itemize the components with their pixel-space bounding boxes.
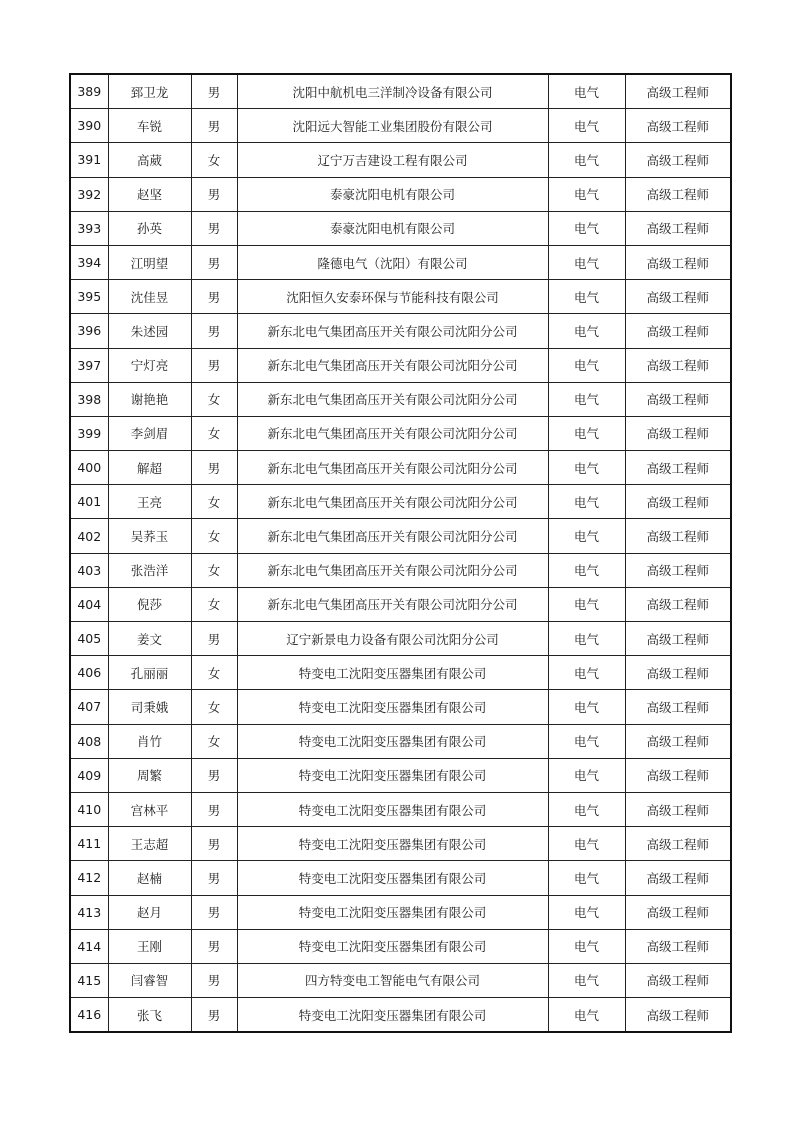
person-name-cell: 车锐 xyxy=(108,109,191,143)
row-number-cell: 414 xyxy=(70,929,108,963)
gender-cell: 男 xyxy=(191,211,237,245)
person-name-cell: 吴荞玉 xyxy=(108,519,191,553)
company-name-cell: 新东北电气集团高压开关有限公司沈阳分公司 xyxy=(237,382,548,416)
person-name-cell: 沈佳昱 xyxy=(108,280,191,314)
gender-cell: 男 xyxy=(191,622,237,656)
specialty-cell: 电气 xyxy=(548,109,625,143)
qualification-title-cell: 高级工程师 xyxy=(625,177,731,211)
specialty-cell: 电气 xyxy=(548,280,625,314)
company-name-cell: 沈阳远大智能工业集团股份有限公司 xyxy=(237,109,548,143)
row-number-cell: 400 xyxy=(70,451,108,485)
specialty-cell: 电气 xyxy=(548,74,625,109)
gender-cell: 男 xyxy=(191,451,237,485)
row-number-cell: 392 xyxy=(70,177,108,211)
table-row xyxy=(70,519,731,553)
row-number-cell: 405 xyxy=(70,622,108,656)
person-name-cell: 郅卫龙 xyxy=(108,74,191,109)
company-name-cell: 特变电工沈阳变压器集团有限公司 xyxy=(237,998,548,1033)
row-number-cell: 402 xyxy=(70,519,108,553)
person-name-cell: 赵月 xyxy=(108,895,191,929)
row-number-cell: 396 xyxy=(70,314,108,348)
qualification-title-cell: 高级工程师 xyxy=(625,382,731,416)
gender-cell: 女 xyxy=(191,485,237,519)
roster-body xyxy=(70,74,731,1032)
table-row xyxy=(70,758,731,792)
table-row xyxy=(70,280,731,314)
table-row xyxy=(70,587,731,621)
gender-cell: 男 xyxy=(191,348,237,382)
qualification-title-cell: 高级工程师 xyxy=(625,451,731,485)
row-number-cell: 391 xyxy=(70,143,108,177)
person-name-cell: 赵坚 xyxy=(108,177,191,211)
person-name-cell: 王志超 xyxy=(108,827,191,861)
qualification-title-cell: 高级工程师 xyxy=(625,245,731,279)
specialty-cell: 电气 xyxy=(548,758,625,792)
company-name-cell: 特变电工沈阳变压器集团有限公司 xyxy=(237,792,548,826)
table-row xyxy=(70,211,731,245)
specialty-cell: 电气 xyxy=(548,382,625,416)
gender-cell: 女 xyxy=(191,553,237,587)
table-row xyxy=(70,656,731,690)
row-number-cell: 397 xyxy=(70,348,108,382)
specialty-cell: 电气 xyxy=(548,861,625,895)
table-row xyxy=(70,177,731,211)
qualification-title-cell: 高级工程师 xyxy=(625,587,731,621)
gender-cell: 男 xyxy=(191,963,237,997)
table-row xyxy=(70,998,731,1033)
table-row xyxy=(70,451,731,485)
gender-cell: 男 xyxy=(191,998,237,1033)
person-name-cell: 孙英 xyxy=(108,211,191,245)
qualification-title-cell: 高级工程师 xyxy=(625,348,731,382)
row-number-cell: 401 xyxy=(70,485,108,519)
specialty-cell: 电气 xyxy=(548,827,625,861)
person-name-cell: 闫睿智 xyxy=(108,963,191,997)
person-name-cell: 张浩洋 xyxy=(108,553,191,587)
gender-cell: 女 xyxy=(191,587,237,621)
qualification-title-cell: 高级工程师 xyxy=(625,211,731,245)
row-number-cell: 409 xyxy=(70,758,108,792)
qualification-title-cell: 高级工程师 xyxy=(625,143,731,177)
qualification-title-cell: 高级工程师 xyxy=(625,895,731,929)
table-row xyxy=(70,963,731,997)
row-number-cell: 413 xyxy=(70,895,108,929)
row-number-cell: 410 xyxy=(70,792,108,826)
person-name-cell: 宫林平 xyxy=(108,792,191,826)
specialty-cell: 电气 xyxy=(548,963,625,997)
row-number-cell: 395 xyxy=(70,280,108,314)
company-name-cell: 特变电工沈阳变压器集团有限公司 xyxy=(237,690,548,724)
table-row xyxy=(70,74,731,109)
specialty-cell: 电气 xyxy=(548,177,625,211)
row-number-cell: 403 xyxy=(70,553,108,587)
specialty-cell: 电气 xyxy=(548,656,625,690)
gender-cell: 女 xyxy=(191,656,237,690)
company-name-cell: 特变电工沈阳变压器集团有限公司 xyxy=(237,929,548,963)
specialty-cell: 电气 xyxy=(548,724,625,758)
table-row xyxy=(70,929,731,963)
person-name-cell: 肖竹 xyxy=(108,724,191,758)
qualification-title-cell: 高级工程师 xyxy=(625,416,731,450)
qualification-title-cell: 高级工程师 xyxy=(625,690,731,724)
qualification-title-cell: 高级工程师 xyxy=(625,314,731,348)
company-name-cell: 特变电工沈阳变压器集团有限公司 xyxy=(237,758,548,792)
row-number-cell: 393 xyxy=(70,211,108,245)
qualification-title-cell: 高级工程师 xyxy=(625,929,731,963)
gender-cell: 男 xyxy=(191,109,237,143)
specialty-cell: 电气 xyxy=(548,485,625,519)
qualification-title-cell: 高级工程师 xyxy=(625,553,731,587)
row-number-cell: 416 xyxy=(70,998,108,1033)
specialty-cell: 电气 xyxy=(548,143,625,177)
table-row xyxy=(70,143,731,177)
table-row xyxy=(70,416,731,450)
company-name-cell: 新东北电气集团高压开关有限公司沈阳分公司 xyxy=(237,587,548,621)
company-name-cell: 新东北电气集团高压开关有限公司沈阳分公司 xyxy=(237,348,548,382)
table-row xyxy=(70,245,731,279)
specialty-cell: 电气 xyxy=(548,587,625,621)
qualification-title-cell: 高级工程师 xyxy=(625,724,731,758)
company-name-cell: 辽宁万吉建设工程有限公司 xyxy=(237,143,548,177)
qualification-title-cell: 高级工程师 xyxy=(625,622,731,656)
roster-table xyxy=(69,73,732,1033)
company-name-cell: 四方特变电工智能电气有限公司 xyxy=(237,963,548,997)
company-name-cell: 特变电工沈阳变压器集团有限公司 xyxy=(237,861,548,895)
company-name-cell: 新东北电气集团高压开关有限公司沈阳分公司 xyxy=(237,519,548,553)
gender-cell: 男 xyxy=(191,177,237,211)
specialty-cell: 电气 xyxy=(548,211,625,245)
gender-cell: 女 xyxy=(191,690,237,724)
person-name-cell: 解超 xyxy=(108,451,191,485)
document-page xyxy=(69,73,730,1033)
person-name-cell: 李剑眉 xyxy=(108,416,191,450)
table-row xyxy=(70,485,731,519)
specialty-cell: 电气 xyxy=(548,553,625,587)
qualification-title-cell: 高级工程师 xyxy=(625,998,731,1033)
person-name-cell: 司秉娥 xyxy=(108,690,191,724)
gender-cell: 男 xyxy=(191,245,237,279)
gender-cell: 男 xyxy=(191,74,237,109)
specialty-cell: 电气 xyxy=(548,416,625,450)
company-name-cell: 新东北电气集团高压开关有限公司沈阳分公司 xyxy=(237,416,548,450)
qualification-title-cell: 高级工程师 xyxy=(625,280,731,314)
company-name-cell: 特变电工沈阳变压器集团有限公司 xyxy=(237,895,548,929)
gender-cell: 男 xyxy=(191,895,237,929)
gender-cell: 女 xyxy=(191,143,237,177)
specialty-cell: 电气 xyxy=(548,245,625,279)
row-number-cell: 407 xyxy=(70,690,108,724)
qualification-title-cell: 高级工程师 xyxy=(625,827,731,861)
row-number-cell: 394 xyxy=(70,245,108,279)
person-name-cell: 江明望 xyxy=(108,245,191,279)
gender-cell: 男 xyxy=(191,280,237,314)
table-row xyxy=(70,553,731,587)
gender-cell: 男 xyxy=(191,929,237,963)
row-number-cell: 399 xyxy=(70,416,108,450)
company-name-cell: 泰豪沈阳电机有限公司 xyxy=(237,211,548,245)
company-name-cell: 特变电工沈阳变压器集团有限公司 xyxy=(237,656,548,690)
qualification-title-cell: 高级工程师 xyxy=(625,963,731,997)
specialty-cell: 电气 xyxy=(548,998,625,1033)
company-name-cell: 沈阳恒久安泰环保与节能科技有限公司 xyxy=(237,280,548,314)
person-name-cell: 赵楠 xyxy=(108,861,191,895)
specialty-cell: 电气 xyxy=(548,451,625,485)
person-name-cell: 王刚 xyxy=(108,929,191,963)
row-number-cell: 389 xyxy=(70,74,108,109)
person-name-cell: 倪莎 xyxy=(108,587,191,621)
person-name-cell: 孔丽丽 xyxy=(108,656,191,690)
company-name-cell: 新东北电气集团高压开关有限公司沈阳分公司 xyxy=(237,485,548,519)
table-row xyxy=(70,792,731,826)
qualification-title-cell: 高级工程师 xyxy=(625,74,731,109)
gender-cell: 男 xyxy=(191,861,237,895)
company-name-cell: 辽宁新景电力设备有限公司沈阳分公司 xyxy=(237,622,548,656)
specialty-cell: 电气 xyxy=(548,622,625,656)
qualification-title-cell: 高级工程师 xyxy=(625,792,731,826)
person-name-cell: 姜文 xyxy=(108,622,191,656)
company-name-cell: 新东北电气集团高压开关有限公司沈阳分公司 xyxy=(237,451,548,485)
person-name-cell: 张飞 xyxy=(108,998,191,1033)
specialty-cell: 电气 xyxy=(548,895,625,929)
qualification-title-cell: 高级工程师 xyxy=(625,656,731,690)
person-name-cell: 周繁 xyxy=(108,758,191,792)
person-name-cell: 宁灯亮 xyxy=(108,348,191,382)
specialty-cell: 电气 xyxy=(548,690,625,724)
table-row xyxy=(70,348,731,382)
company-name-cell: 新东北电气集团高压开关有限公司沈阳分公司 xyxy=(237,314,548,348)
gender-cell: 男 xyxy=(191,792,237,826)
person-name-cell: 朱述园 xyxy=(108,314,191,348)
specialty-cell: 电气 xyxy=(548,929,625,963)
person-name-cell: 谢艳艳 xyxy=(108,382,191,416)
specialty-cell: 电气 xyxy=(548,792,625,826)
qualification-title-cell: 高级工程师 xyxy=(625,861,731,895)
gender-cell: 女 xyxy=(191,724,237,758)
gender-cell: 女 xyxy=(191,416,237,450)
qualification-title-cell: 高级工程师 xyxy=(625,758,731,792)
row-number-cell: 408 xyxy=(70,724,108,758)
company-name-cell: 泰豪沈阳电机有限公司 xyxy=(237,177,548,211)
row-number-cell: 406 xyxy=(70,656,108,690)
table-row xyxy=(70,622,731,656)
gender-cell: 男 xyxy=(191,758,237,792)
person-name-cell: 王亮 xyxy=(108,485,191,519)
table-row xyxy=(70,827,731,861)
specialty-cell: 电气 xyxy=(548,314,625,348)
row-number-cell: 390 xyxy=(70,109,108,143)
row-number-cell: 411 xyxy=(70,827,108,861)
company-name-cell: 沈阳中航机电三洋制冷设备有限公司 xyxy=(237,74,548,109)
row-number-cell: 415 xyxy=(70,963,108,997)
table-row xyxy=(70,382,731,416)
table-row xyxy=(70,690,731,724)
table-row xyxy=(70,314,731,348)
company-name-cell: 隆德电气（沈阳）有限公司 xyxy=(237,245,548,279)
row-number-cell: 412 xyxy=(70,861,108,895)
gender-cell: 男 xyxy=(191,827,237,861)
row-number-cell: 398 xyxy=(70,382,108,416)
qualification-title-cell: 高级工程师 xyxy=(625,109,731,143)
qualification-title-cell: 高级工程师 xyxy=(625,519,731,553)
gender-cell: 男 xyxy=(191,314,237,348)
company-name-cell: 特变电工沈阳变压器集团有限公司 xyxy=(237,827,548,861)
specialty-cell: 电气 xyxy=(548,519,625,553)
row-number-cell: 404 xyxy=(70,587,108,621)
company-name-cell: 特变电工沈阳变压器集团有限公司 xyxy=(237,724,548,758)
person-name-cell: 高葳 xyxy=(108,143,191,177)
table-row xyxy=(70,895,731,929)
company-name-cell: 新东北电气集团高压开关有限公司沈阳分公司 xyxy=(237,553,548,587)
table-row xyxy=(70,861,731,895)
gender-cell: 女 xyxy=(191,382,237,416)
gender-cell: 女 xyxy=(191,519,237,553)
table-row xyxy=(70,724,731,758)
table-row xyxy=(70,109,731,143)
qualification-title-cell: 高级工程师 xyxy=(625,485,731,519)
specialty-cell: 电气 xyxy=(548,348,625,382)
